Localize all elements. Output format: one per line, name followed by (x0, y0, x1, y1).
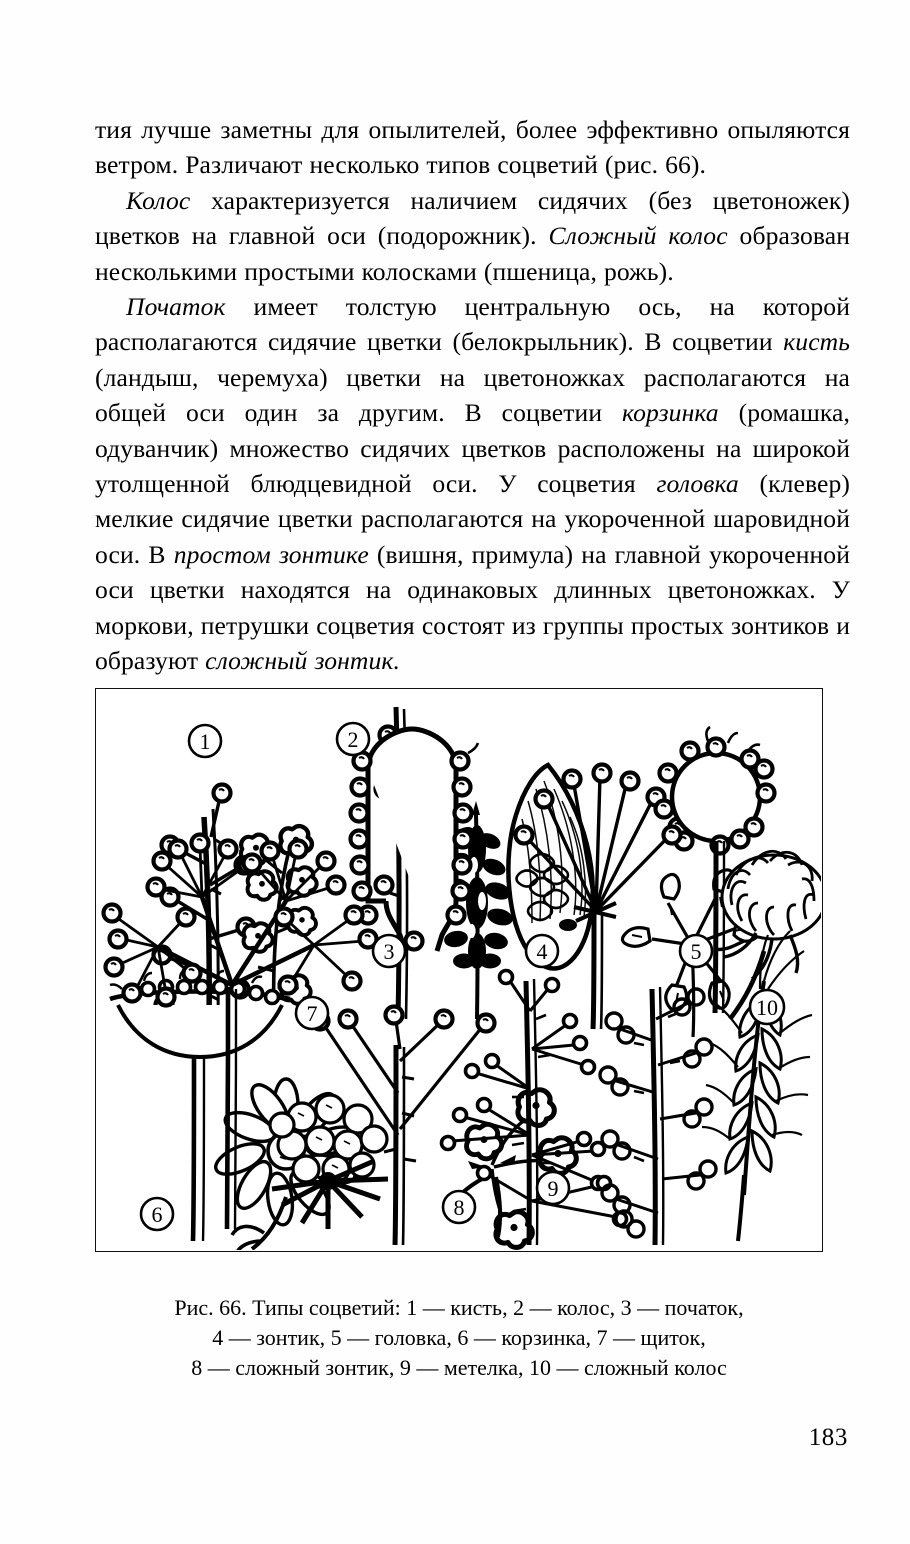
figure-label-7 (296, 997, 328, 1029)
term-emphasis: Початок (126, 292, 226, 322)
svg-text:8: 8 (453, 1195, 465, 1220)
svg-text:1: 1 (199, 729, 211, 754)
text-run: имеет толстую центральную ось, на которой располагаются сидячие цветки (белокрыльник). В соцветии (95, 292, 850, 357)
term-emphasis: головка (656, 469, 739, 499)
svg-text:7: 7 (306, 1001, 318, 1026)
figure-label-1 (189, 725, 221, 757)
page-number: 183 (808, 1424, 848, 1451)
paragraph-pochatok (95, 289, 850, 678)
caption-line-1: Рис. 66. Типы соцветий: 1 — кисть, 2 — колос, 3 — початок, (174, 1295, 744, 1320)
caption-line-2: 4 — зонтик, 5 — головка, 6 — корзинка, 7 — щиток, (212, 1325, 706, 1350)
svg-text:4: 4 (536, 939, 548, 964)
paragraph-kolos (95, 183, 850, 289)
term-emphasis: простом зонтике (173, 539, 369, 569)
figure-item-10-compound-spike (600, 931, 812, 1245)
figure-label-8 (443, 1191, 475, 1223)
figure-label-9 (537, 1172, 569, 1204)
term-emphasis: Сложный колос (548, 221, 728, 251)
caption-line-3: 8 — сложный зонтик, 9 — метелка, 10 — сложный колос (191, 1355, 727, 1380)
body-text (95, 112, 850, 679)
figure-label-6 (141, 1198, 173, 1230)
svg-text:3: 3 (383, 939, 395, 964)
text-run: образован несколькими простыми колосками (пшеница, рожь). (95, 221, 850, 286)
svg-text:6: 6 (151, 1202, 163, 1227)
figure-66 (95, 688, 823, 1252)
figure-label-2 (337, 723, 369, 755)
inflorescence-diagram (96, 689, 821, 1250)
text-run: тия лучше заметны для опылителей, более эффективно опыляются ветром. Различают несколько типов соцветий (рис. 66). (95, 115, 850, 180)
text-run: (ромашка, одуванчик) множество сидячих цветков расположены на широкой утолщенной блюдцевидной оси. У соцветия (95, 398, 851, 499)
figure-label-5 (680, 935, 712, 967)
svg-text:9: 9 (547, 1176, 559, 1201)
paragraph-intro (95, 112, 850, 183)
text-run: (клевер) мелкие сидячие цветки располагаются на укороченной шаровидной оси. В (95, 469, 850, 569)
text-run: (ландыш, черемуха) цветки на цветоножках располагаются на общей оси один за другим. В соцветии (95, 362, 850, 428)
figure-label-3 (373, 935, 405, 967)
term-emphasis: Колос (126, 185, 191, 215)
svg-text:5: 5 (690, 939, 702, 964)
term-emphasis: корзинка (622, 398, 719, 428)
svg-text:10: 10 (756, 995, 778, 1020)
figure-label-4 (526, 935, 558, 967)
text-run: (вишня, примула) на главной укороченной оси цветки находятся на одинаковых длинных цветоножках. У моркови, петрушки соцветия состоят из группы простых зонтиков и образуют (95, 539, 850, 676)
term-emphasis: сложный зонтик. (205, 646, 400, 676)
svg-text:2: 2 (347, 727, 359, 752)
figure-label-10 (750, 990, 784, 1024)
figure-caption (95, 1293, 823, 1383)
text-run: характеризуется наличием сидячих (без цветоножек) цветков на главной оси (подорожник). (95, 185, 850, 251)
term-emphasis: кисть (783, 327, 850, 357)
